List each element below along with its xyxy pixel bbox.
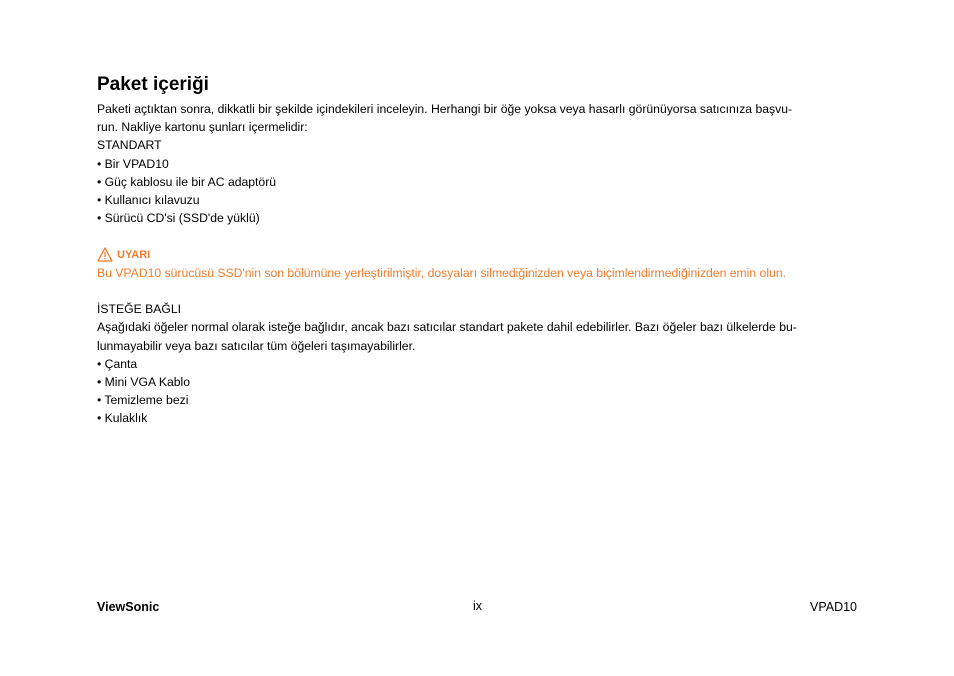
warning-text: Bu VPAD10 sürücüsü SSD'nin son bölümüne yerleştirilmiştir, dosyaları silmediğinizden veya biçimlendirmediğinizden emin olun.	[97, 265, 786, 280]
footer-page-number: ix	[473, 599, 483, 613]
optional-line-1: Aşağıdaki öğeler normal olarak isteğe bağlıdır, ancak bazı satıcılar standart pakete dahil edebilirler. Bazı öğeler bazı ülkelerde bu-	[97, 320, 797, 335]
standard-item: • Kullanıcı kılavuzu	[97, 193, 200, 208]
standard-item: • Sürücü CD'si (SSD'de yüklü)	[97, 211, 260, 226]
warning-triangle-icon	[97, 247, 113, 262]
standard-item: • Bir VPAD10	[97, 156, 169, 171]
footer-brand: ViewSonic	[97, 600, 160, 614]
spacer	[97, 282, 857, 300]
optional-item: • Çanta	[97, 356, 138, 371]
intro-line-1: Paketi açtıktan sonra, dikkatli bir şekilde içindekileri inceleyin. Herhangi bir öğe yoksa veya hasarlı görünüyorsa satıcınıza başvu-	[97, 102, 793, 116]
page-content	[97, 100, 857, 428]
optional-item: • Temizleme bezi	[97, 393, 189, 408]
page-title: Paket içeriği	[97, 74, 209, 95]
intro-line-2: run. Nakliye kartonu şunları içermelidir:	[97, 120, 308, 135]
spacer	[97, 227, 857, 245]
optional-heading: İSTEĞE BAĞLI	[97, 302, 181, 317]
standard-heading: STANDART	[97, 138, 162, 153]
optional-line-2: lunmayabilir veya bazı satıcılar tüm öğeleri taşımayabilirler.	[97, 338, 416, 353]
optional-item: • Kulaklık	[97, 411, 148, 426]
footer-model: VPAD10	[809, 600, 857, 614]
standard-item: • Güç kablosu ile bir AC adaptörü	[97, 174, 277, 189]
optional-item: • Mini VGA Kablo	[97, 375, 191, 389]
warning-title: UYARI	[117, 248, 151, 261]
warning-heading	[97, 246, 857, 264]
